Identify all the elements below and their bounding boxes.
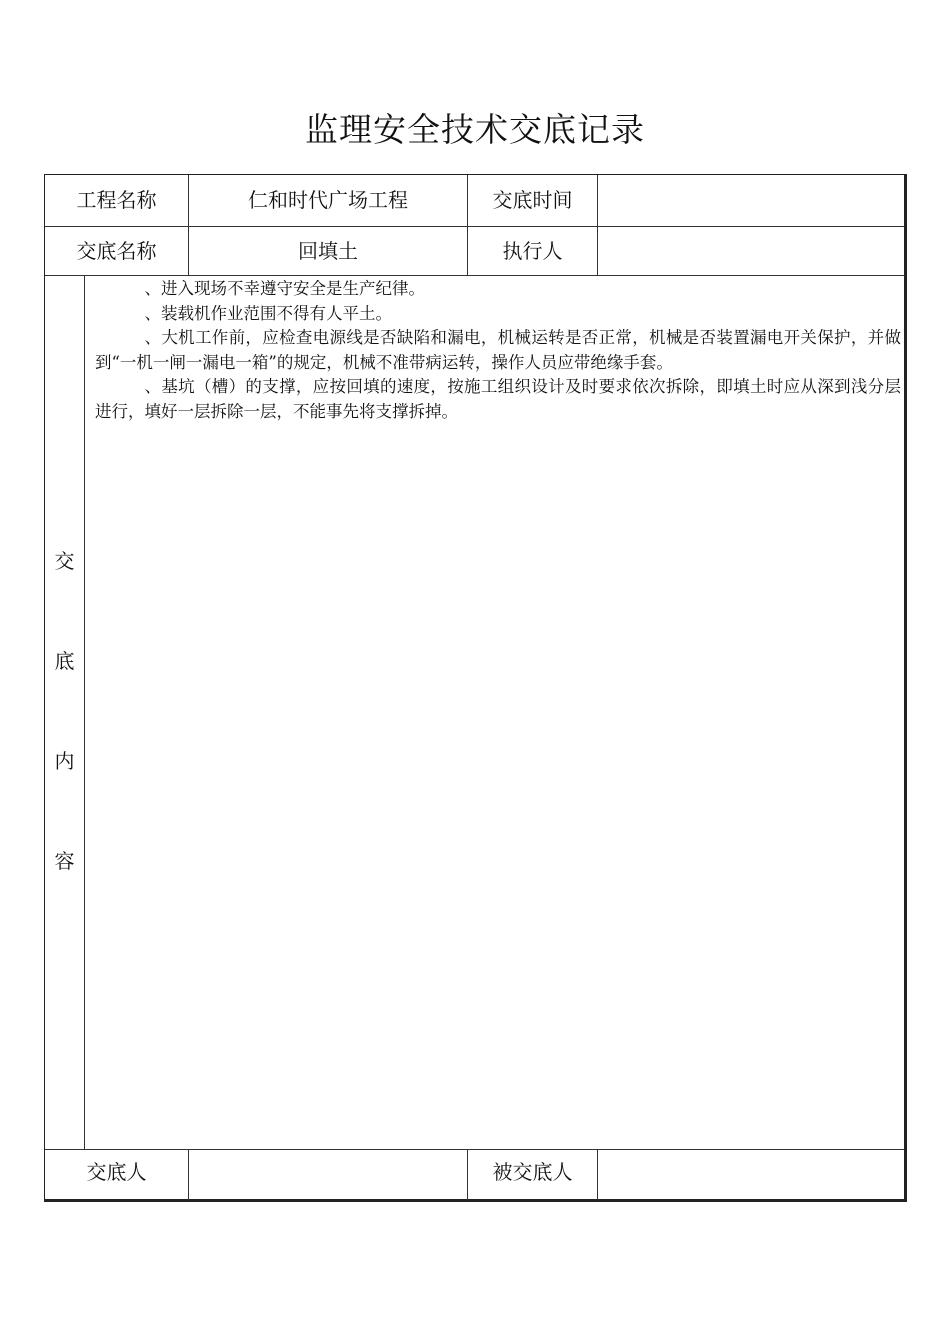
briefing-name-value[interactable]: 回填土 — [298, 238, 358, 263]
briefing-record-table — [44, 174, 907, 1202]
row-divider-2 — [45, 275, 905, 276]
briefing-time-label: 交底时间 — [492, 187, 573, 212]
briefer-value[interactable] — [189, 1150, 467, 1190]
content-side-label-char-1: 交 — [54, 549, 75, 573]
briefer-label: 交底人 — [86, 1159, 147, 1184]
recipient-value[interactable] — [598, 1150, 903, 1190]
col-divider-content — [84, 276, 85, 1150]
executor-label: 执行人 — [502, 238, 563, 263]
content-side-label-char-3: 内 — [54, 749, 75, 773]
recipient-label: 被交底人 — [492, 1159, 573, 1184]
briefing-name-label: 交底名称 — [76, 238, 157, 263]
content-side-label-char-2: 底 — [54, 649, 75, 673]
project-name-label: 工程名称 — [76, 187, 157, 212]
content-paragraph: 、进入现场不幸遵守安全是生产纪律。 — [144, 279, 425, 298]
briefing-time-value[interactable] — [598, 175, 903, 221]
executor-value[interactable] — [598, 227, 903, 271]
content-paragraph: 、装载机作业范围不得有人平土。 — [144, 303, 392, 323]
content-paragraph: 、大机工作前，应检查电源线是否缺陷和漏电，机械运转是否正常，机械是否装置漏电开关保护，并做到“一机一闸一漏电一箱”的规定，机械不准带病运转，操作人员应带绝缘手套。 — [95, 328, 901, 372]
page-title: 监理安全技术交底记录 — [305, 110, 645, 149]
project-name-value[interactable]: 仁和时代广场工程 — [248, 187, 408, 212]
briefing-content-body — [95, 277, 901, 424]
content-paragraph: 、基坑（槽）的支撑，应按回填的速度，按施工组织设计及时要求依次拆除，即填土时应从深到浅分层进行，填好一层拆除一层，不能事先将支撑拆掉。 — [95, 377, 901, 421]
content-side-label-char-4: 容 — [54, 849, 75, 873]
